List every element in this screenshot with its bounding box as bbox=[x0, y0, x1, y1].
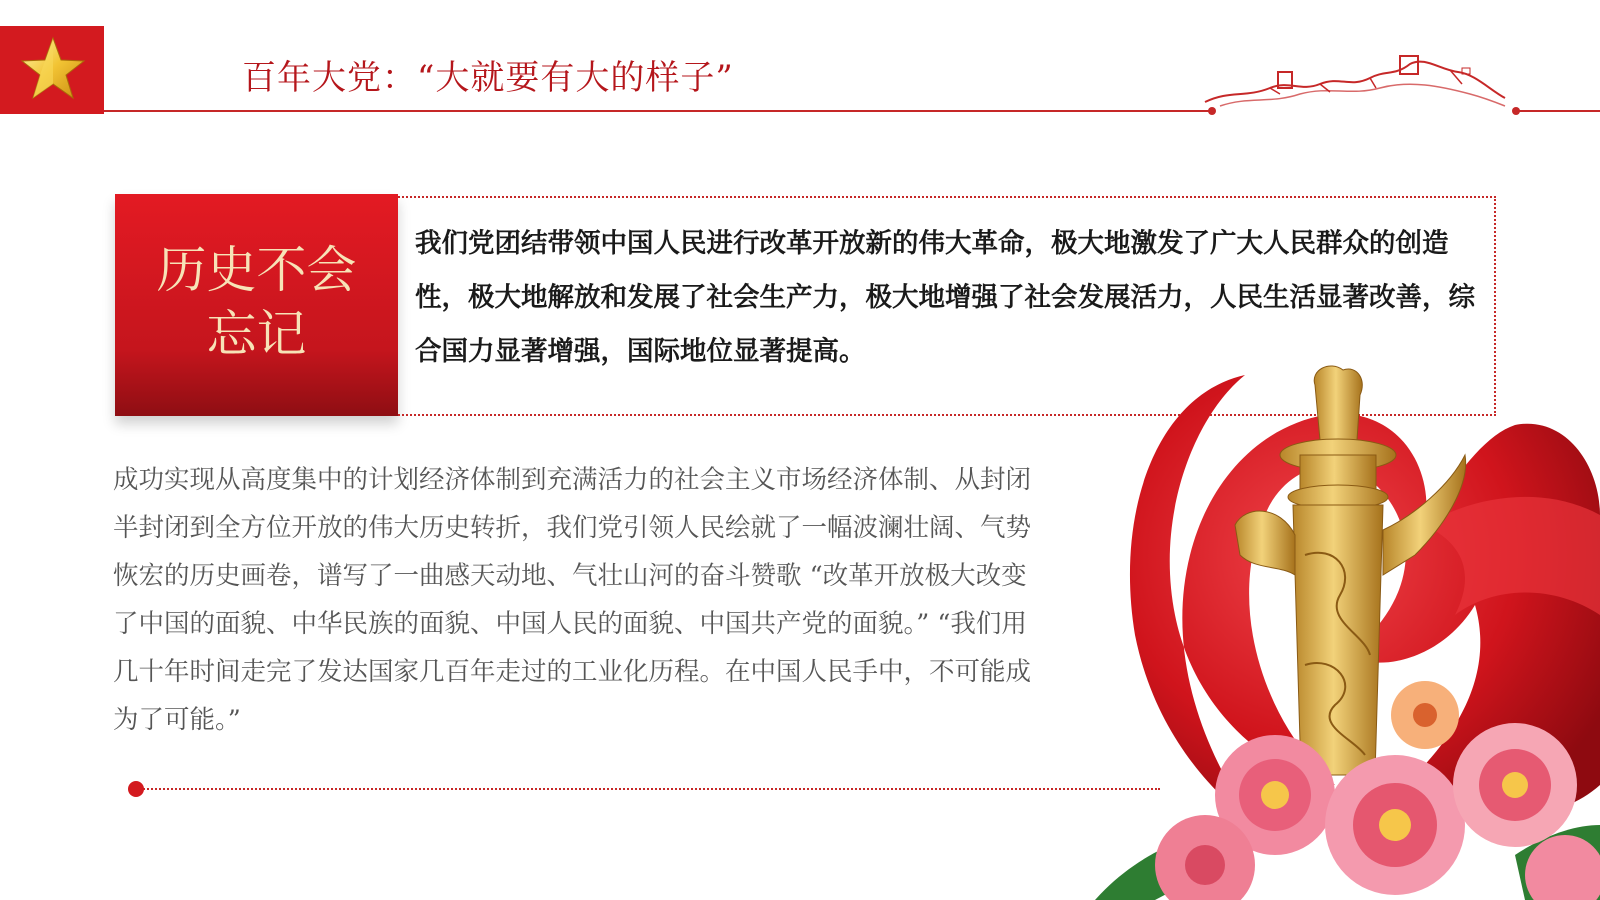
bottom-divider-dot bbox=[128, 781, 144, 797]
header-divider-right bbox=[1518, 110, 1600, 112]
callout-text: 我们党团结带领中国人民进行改革开放新的伟大革命，极大地激发了广大人民群众的创造性，极大地解放和发展了社会生产力，极大地增强了社会发展活力，人民生活显著改善，综合国力显著增强，国际地位显著提高。 bbox=[415, 228, 1475, 367]
header-star-badge bbox=[0, 26, 104, 114]
callout-label-line2: 忘记 bbox=[206, 305, 307, 363]
callout-label bbox=[115, 238, 398, 366]
callout-label-line1: 历史不会 bbox=[156, 241, 357, 299]
decoration-group bbox=[1095, 355, 1600, 900]
callout-label-box bbox=[115, 194, 398, 416]
body-paragraph: 成功实现从高度集中的计划经济体制到充满活力的社会主义市场经济体制、从封闭半封闭到全方位开放的伟大历史转折，我们党引领人民绘就了一幅波澜壮阔、气势恢宏的历史画卷，谱写了一曲感天动地、气壮山河的奋斗赞歌 “改革开放极大改变了中国的面貌、中华民族的面貌、中国人民的面貌、中国共产党的面貌。” “我们用几十年时间走完了发达国家几百年走过的工业化历程。在中国人民手中，不可能成为了可能。” bbox=[113, 465, 1032, 735]
great-wall-icon bbox=[1200, 50, 1510, 114]
star-icon bbox=[20, 36, 86, 102]
page-title: 百年大党：“大就要有大的样子” bbox=[242, 58, 734, 98]
header-divider bbox=[104, 110, 1214, 112]
bottom-divider bbox=[140, 788, 1160, 790]
